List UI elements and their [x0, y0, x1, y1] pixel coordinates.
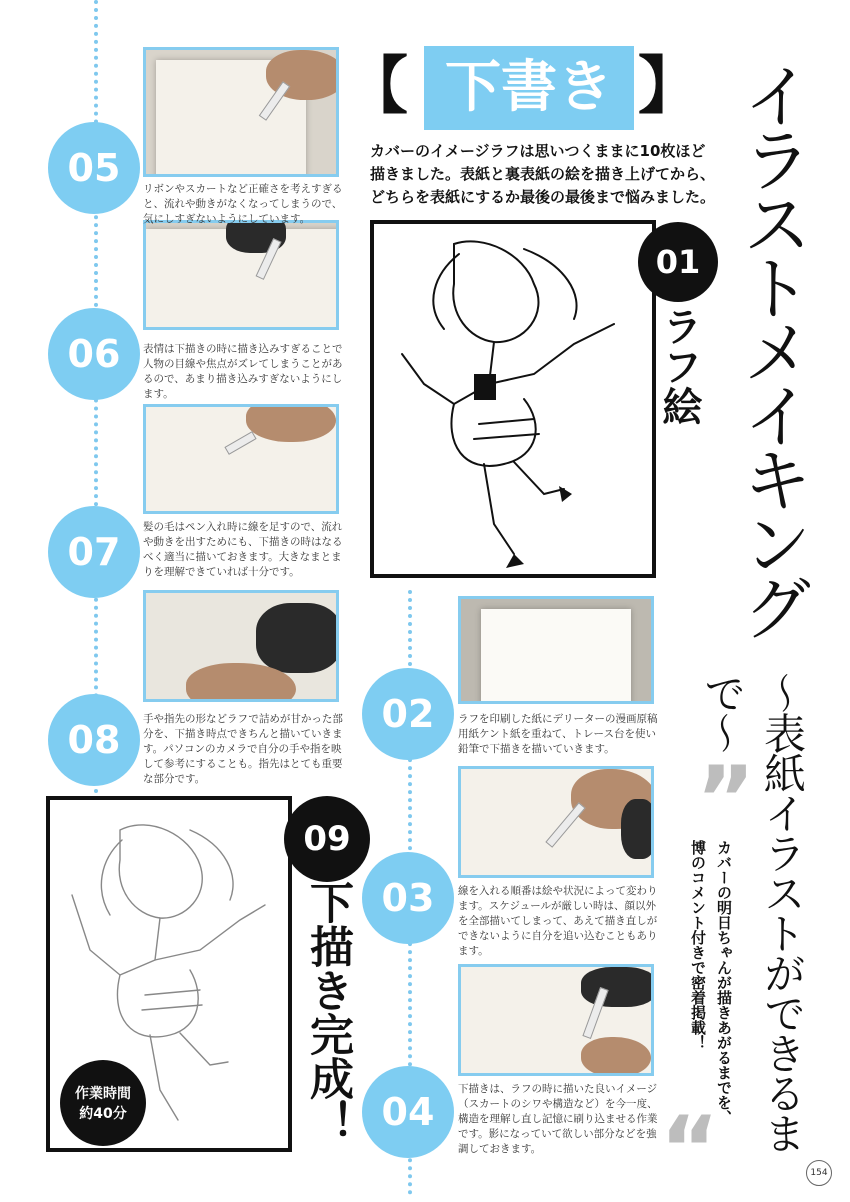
caption-step-08: 手や指先の形などラフで詰めが甘かった部分を、下描き時点できちんと描いていきます。パソコンのカメラで自分の手や指を映して参考にすることも。指先はとても重要な部分です。 — [143, 713, 343, 785]
step-circle-08: 08 — [48, 694, 140, 786]
main-title: イラストメイキング — [731, 60, 813, 636]
bracket-close: 】 — [638, 49, 701, 122]
comment-line-1: カバーの明日ちゃんが描きあがるまでを、 — [715, 840, 733, 1125]
rough-number-circle: 01 — [638, 222, 718, 302]
page-number: 154 — [806, 1160, 832, 1186]
photo-step-02 — [458, 596, 654, 704]
caption-step-04: 下描きは、ラフの時に描いた良いイメージ（スカートのシワや構造など）を今一度、構造を理解し直し記憶に刷り込ませる作業です。影になっていて欲しい部分などを強調しておきます。 — [458, 1083, 658, 1155]
quote-open: ” — [696, 747, 756, 852]
step-circle-03: 03 — [362, 852, 454, 944]
photo-step-04 — [458, 964, 654, 1076]
rough-sketch-drawing — [374, 224, 652, 574]
work-time-label: 作業時間 — [75, 1086, 131, 1102]
work-time-value: 約40分 — [79, 1106, 127, 1122]
work-time-badge — [60, 1060, 146, 1146]
caption-step-02: ラフを印刷した紙にデリーターの漫画原稿用紙ケント紙を重ねて、トレース台を使い鉛筆で下描きを描いていきます。 — [458, 713, 658, 755]
step-circle-02: 02 — [362, 668, 454, 760]
caption-step-03: 線を入れる順番は絵や状況によって変わります。スケジュールが厳しい時は、顔以外を全部描いてしまって、あえて描き直しができないように自分を追い込むこともあります。 — [458, 885, 658, 957]
step-circle-05: 05 — [48, 122, 140, 214]
header-block — [346, 46, 706, 136]
header-title: 下書き — [424, 46, 634, 130]
rough-label: ラフ絵 — [656, 306, 702, 426]
caption-step-05: リボンやスカートなど正確さを考えすぎると、流れや動きがなくなってしまうので、気にしすぎないようにしています。 — [143, 183, 343, 225]
step-circle-06: 06 — [48, 308, 140, 400]
comment-line-2: 博のコメント付きで密着掲載！ — [689, 840, 707, 1050]
photo-step-05 — [143, 47, 339, 177]
photo-step-08 — [143, 590, 339, 702]
quote-close: “ — [660, 1097, 720, 1202]
photo-step-07 — [143, 404, 339, 514]
bracket-open: 【 — [346, 49, 409, 122]
caption-step-06: 表情は下描きの時に描き込みすぎることで人物の目線や焦点がズレてしまうことがあるので、あまり描き込みすぎないようにします。 — [143, 343, 343, 400]
final-number-circle: 09 — [284, 796, 370, 882]
step-circle-04: 04 — [362, 1066, 454, 1158]
final-label: 下描き完成！ — [302, 880, 353, 1144]
photo-step-06 — [143, 220, 339, 330]
rough-sketch-frame — [370, 220, 656, 578]
header-intro: カバーのイメージラフは思いつくままに10枚ほど描きました。表紙と裏表紙の絵を描き上げてから、どちらを表紙にするか最後の最後まで悩みました。 — [370, 142, 716, 206]
caption-step-07: 髪の毛はペン入れ時に線を足すので、流れや動きを出すためにも、下描きの時はなるべく適当に描いておきます。大きなまとまりを理解できていれば十分です。 — [143, 521, 343, 578]
step-circle-07: 07 — [48, 506, 140, 598]
sub-title: ～表紙イラストができるまで～ — [698, 672, 807, 1152]
photo-step-03 — [458, 766, 654, 878]
